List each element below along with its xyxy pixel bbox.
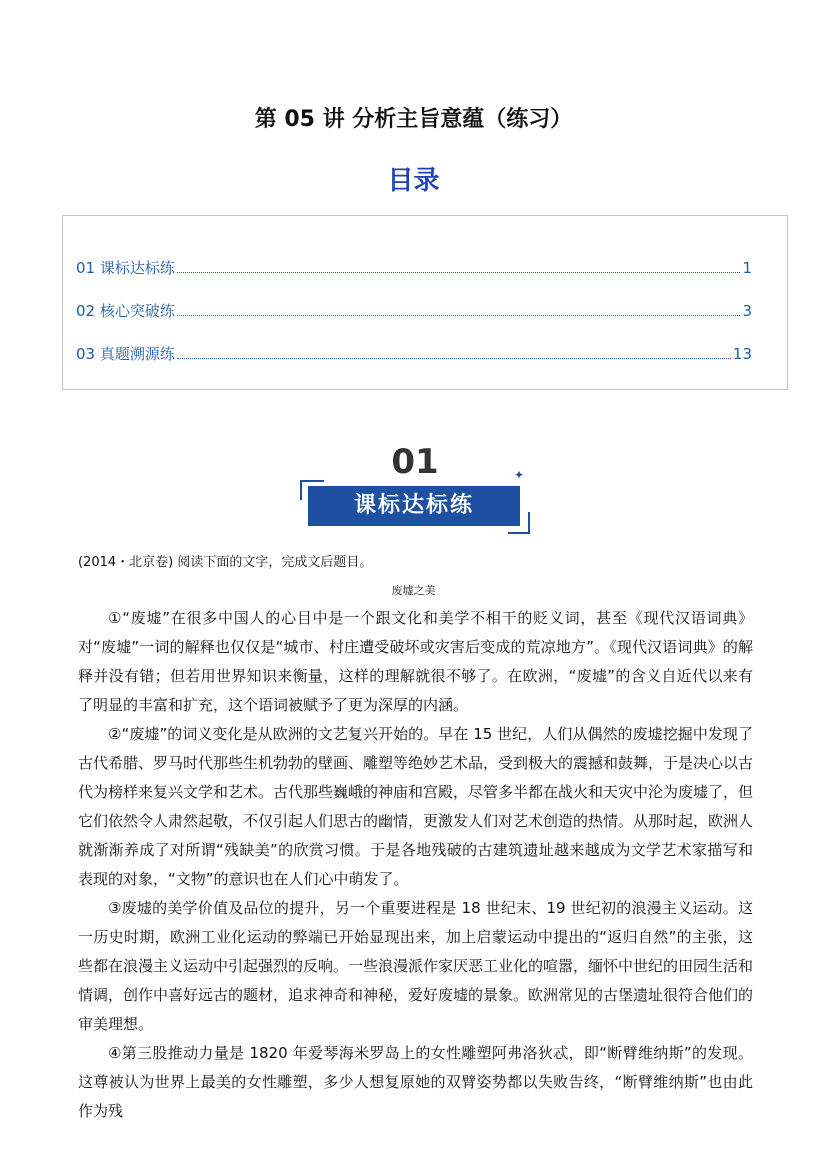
toc-item[interactable] — [76, 257, 752, 278]
section-number: 01 — [391, 442, 439, 482]
page-title: 第 05 讲 分析主旨意蕴（练习） — [254, 107, 573, 132]
table-of-contents — [62, 215, 788, 390]
toc-item-label: 02 核心突破练 — [76, 302, 175, 320]
toc-item-label: 01 课标达标练 — [76, 259, 175, 277]
sparkle-icon: ✦ — [513, 468, 524, 482]
toc-item-page: 1 — [742, 259, 752, 277]
article-body — [78, 604, 753, 1126]
toc-item-label: 03 真题溯源练 — [76, 345, 175, 363]
toc-leader — [177, 358, 731, 359]
toc-item-page: 13 — [732, 345, 752, 363]
paragraph: ②“废墟”的词义变化是从欧洲的文艺复兴开始的。早在 15 世纪，人们从偶然的废墟挖掘中发现了古代希腊、罗马时代那些生机勃勃的壁画、雕塑等绝妙艺术品，受到极大的震撼和鼓舞，于是决心以古代为榜样来复兴文学和艺术。古代那些巍峨的神庙和宫殿，尽管多半都在战火和天灾中沦为废墟了，但它们依然令人肃然起敬，不仅引起人们思古的幽情，更激发人们对艺术创造的热情。从那时起，欧洲人就渐渐养成了对所谓“残缺美”的欣赏习惯。于是各地残破的古建筑遗址越来越成为文学艺术家描写和表现的对象，“文物”的意识也在人们心中萌发了。 — [78, 725, 754, 888]
toc-heading: 目录 — [387, 166, 440, 196]
section-label: 课标达标练 — [308, 486, 520, 526]
paragraph: ①“废墟”在很多中国人的心目中是一个跟文化和美学不相干的贬义词，甚至《现代汉语词典》对“废墟”一词的解释也仅仅是“城市、村庄遭受破坏或灾害后变成的荒凉地方”。《现代汉语词典》的解释并没有错；但若用世界知识来衡量，这样的理解就很不够了。在欧洲，“废墟”的含义自近代以来有了明显的丰富和扩充，这个语词被赋予了更为深厚的内涵。 — [78, 609, 753, 714]
toc-item[interactable] — [76, 300, 752, 321]
toc-leader — [177, 272, 741, 273]
paragraph: ③废墟的美学价值及品位的提升，另一个重要进程是 18 世纪末、19 世纪初的浪漫主义运动。这一历史时期，欧洲工业化运动的弊端已开始显现出来，加上启蒙运动中提出的“返归自然”的主张，这些都在浪漫主义运动中引起强烈的反响。一些浪漫派作家厌恶工业化的喧嚣，缅怀中世纪的田园生活和情调，创作中喜好远古的题材，追求神奇和神秘，爱好废墟的景象。欧洲常见的古堡遗址很符合他们的审美理想。 — [78, 899, 754, 1033]
toc-item-page: 3 — [742, 302, 752, 320]
toc-leader — [177, 315, 741, 316]
article-title: 废墟之美 — [391, 584, 436, 597]
question-source: (2014・北京卷) 阅读下面的文字，完成文后题目。 — [78, 555, 373, 570]
toc-item[interactable] — [76, 343, 752, 364]
paragraph: ④第三股推动力量是 1820 年爱琴海米罗岛上的女性雕塑阿弗洛狄忒，即“断臂维纳斯”的发现。这尊被认为世界上最美的女性雕塑，多少人想复原她的双臂姿势都以失败告终，“断臂维纳斯”也由此作为残 — [78, 1044, 753, 1120]
section-badge — [300, 440, 530, 540]
